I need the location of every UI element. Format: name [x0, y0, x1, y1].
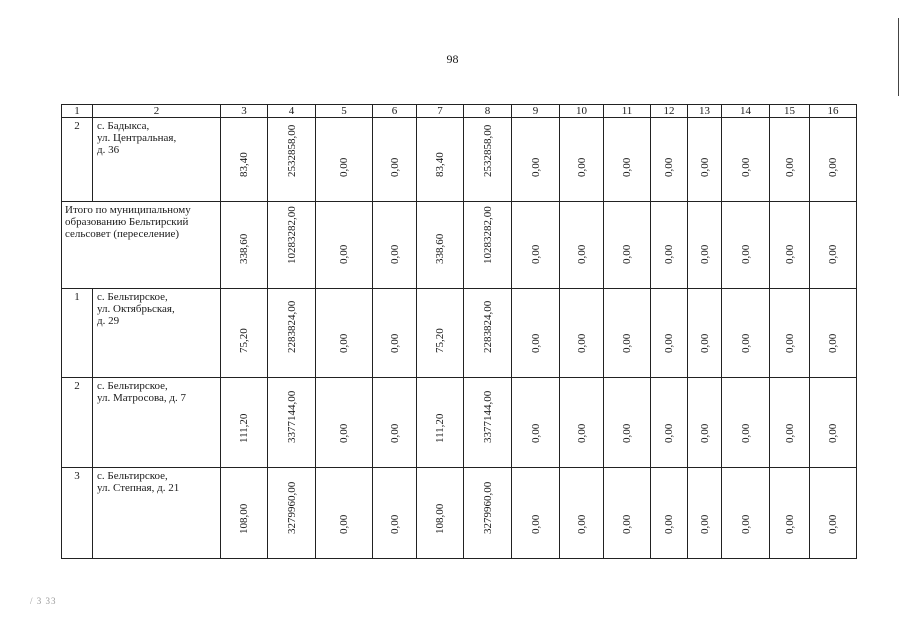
value-cell [810, 289, 857, 378]
value-text: 2532858,00 [481, 124, 494, 177]
row-number: 2 [62, 378, 93, 468]
value-cell [810, 468, 857, 559]
value-text: 0,00 [388, 514, 401, 534]
value-text: 338,60 [238, 233, 250, 264]
value-text: 0,00 [575, 423, 588, 443]
value-cell [810, 202, 857, 289]
value-cell [770, 289, 810, 378]
value-text: 0,00 [388, 244, 401, 264]
value-text: 0,00 [575, 514, 588, 534]
value-cell [560, 202, 604, 289]
table-row [62, 468, 857, 559]
value-text: 0,00 [739, 157, 752, 177]
value-cell [268, 118, 316, 202]
value-text: 0,00 [827, 514, 839, 534]
value-cell [221, 378, 268, 468]
value-text: 0,00 [663, 333, 675, 353]
address-cell: с. Бельтирское, ул. Октябрьская, д. 29 [93, 289, 221, 378]
value-cell [604, 289, 651, 378]
value-cell [512, 202, 560, 289]
header-cell: 13 [688, 105, 722, 118]
value-text: 0,00 [621, 333, 633, 353]
value-text: 0,00 [783, 244, 796, 264]
value-cell [560, 378, 604, 468]
header-cell: 14 [722, 105, 770, 118]
value-text: 10283282,00 [481, 206, 494, 264]
table-row [62, 118, 857, 202]
value-text: 0,00 [338, 157, 350, 177]
value-cell [316, 378, 373, 468]
value-text: 0,00 [575, 333, 588, 353]
value-cell [417, 378, 464, 468]
value-text: 2283824,00 [481, 300, 494, 353]
value-cell [810, 118, 857, 202]
value-cell [417, 468, 464, 559]
value-cell [722, 468, 770, 559]
value-text: 111,20 [238, 413, 250, 443]
value-cell [417, 118, 464, 202]
value-cell [722, 202, 770, 289]
housing-resettlement-table [61, 104, 857, 559]
address-cell: с. Бадыкса, ул. Центральная, д. 36 [93, 118, 221, 202]
value-cell [373, 378, 417, 468]
header-cell: 16 [810, 105, 857, 118]
value-text: 83,40 [434, 152, 446, 177]
value-text: 0,00 [827, 333, 839, 353]
header-cell: 5 [316, 105, 373, 118]
header-cell: 3 [221, 105, 268, 118]
value-text: 10283282,00 [285, 206, 298, 264]
value-text: 0,00 [698, 244, 711, 264]
value-text: 0,00 [698, 514, 711, 534]
value-cell [560, 468, 604, 559]
value-cell [268, 202, 316, 289]
value-cell [688, 118, 722, 202]
page-number: 98 [446, 52, 459, 66]
value-text: 0,00 [388, 423, 401, 443]
value-text: 3377144,00 [285, 390, 298, 443]
value-cell [651, 468, 688, 559]
header-cell: 1 [62, 105, 93, 118]
value-text: 0,00 [783, 333, 796, 353]
header-cell: 6 [373, 105, 417, 118]
value-cell [316, 468, 373, 559]
value-cell [316, 118, 373, 202]
value-cell [464, 378, 512, 468]
value-cell [464, 468, 512, 559]
value-text: 0,00 [783, 514, 796, 534]
value-text: 0,00 [575, 244, 588, 264]
value-cell [810, 378, 857, 468]
address-cell: с. Бельтирское, ул. Степная, д. 21 [93, 468, 221, 559]
value-text: 0,00 [698, 333, 711, 353]
value-cell [770, 202, 810, 289]
value-cell [560, 118, 604, 202]
value-cell [316, 289, 373, 378]
value-cell [512, 468, 560, 559]
value-cell [770, 468, 810, 559]
header-cell: 10 [560, 105, 604, 118]
value-text: 0,00 [739, 333, 752, 353]
value-text: 108,00 [238, 503, 250, 534]
value-cell [221, 468, 268, 559]
value-cell [464, 202, 512, 289]
value-cell [512, 118, 560, 202]
table-row [62, 289, 857, 378]
value-text: 0,00 [529, 423, 542, 443]
value-text: 0,00 [529, 333, 542, 353]
value-text: 0,00 [783, 423, 796, 443]
value-text: 0,00 [388, 157, 401, 177]
footer-mark: / 3 33 [30, 596, 57, 606]
value-text: 0,00 [529, 157, 542, 177]
value-cell [268, 289, 316, 378]
row-number: 1 [62, 289, 93, 378]
value-text: 0,00 [338, 514, 350, 534]
value-cell [373, 468, 417, 559]
value-text: 111,20 [434, 413, 446, 443]
value-cell [688, 378, 722, 468]
row-number: 2 [62, 118, 93, 202]
total-label: Итого по муниципальному образованию Бельтирский сельсовет (переселение) [62, 202, 221, 289]
value-text: 0,00 [575, 157, 588, 177]
value-cell [560, 289, 604, 378]
value-text: 0,00 [827, 244, 839, 264]
value-text: 0,00 [827, 423, 839, 443]
value-text: 0,00 [338, 423, 350, 443]
value-cell [464, 118, 512, 202]
row-number: 3 [62, 468, 93, 559]
value-text: 338,60 [434, 233, 446, 264]
value-cell [651, 289, 688, 378]
value-text: 0,00 [663, 157, 675, 177]
value-cell [221, 289, 268, 378]
value-text: 0,00 [663, 423, 675, 443]
value-text: 0,00 [529, 244, 542, 264]
value-text: 0,00 [621, 514, 633, 534]
value-text: 0,00 [529, 514, 542, 534]
header-cell: 7 [417, 105, 464, 118]
header-cell: 2 [93, 105, 221, 118]
value-cell [512, 378, 560, 468]
value-text: 0,00 [783, 157, 796, 177]
value-text: 0,00 [388, 333, 401, 353]
value-cell [464, 289, 512, 378]
total-row [62, 202, 857, 289]
value-text: 0,00 [827, 157, 839, 177]
value-cell [221, 118, 268, 202]
value-text: 0,00 [739, 514, 752, 534]
value-text: 108,00 [434, 503, 446, 534]
value-cell [417, 289, 464, 378]
value-text: 0,00 [663, 244, 675, 264]
value-cell [268, 468, 316, 559]
value-cell [688, 468, 722, 559]
header-cell: 9 [512, 105, 560, 118]
value-cell [417, 202, 464, 289]
value-cell [221, 202, 268, 289]
value-cell [770, 118, 810, 202]
value-text: 0,00 [739, 423, 752, 443]
table-row [62, 378, 857, 468]
value-cell [688, 202, 722, 289]
value-cell [373, 202, 417, 289]
value-text: 83,40 [238, 152, 250, 177]
value-text: 3279960,00 [285, 481, 298, 534]
header-cell: 4 [268, 105, 316, 118]
value-cell [373, 289, 417, 378]
value-cell [722, 378, 770, 468]
header-cell: 8 [464, 105, 512, 118]
header-cell: 12 [651, 105, 688, 118]
header-row [62, 105, 857, 118]
page-edge-line [898, 18, 899, 96]
value-cell [770, 378, 810, 468]
value-text: 0,00 [698, 157, 711, 177]
address-cell: с. Бельтирское, ул. Матросова, д. 7 [93, 378, 221, 468]
value-text: 0,00 [663, 514, 675, 534]
value-text: 75,20 [434, 328, 446, 353]
value-cell [373, 118, 417, 202]
value-text: 0,00 [621, 244, 633, 264]
value-text: 2532858,00 [285, 124, 298, 177]
value-text: 0,00 [621, 423, 633, 443]
value-text: 0,00 [698, 423, 711, 443]
value-cell [604, 468, 651, 559]
value-text: 75,20 [238, 328, 250, 353]
value-cell [604, 378, 651, 468]
value-cell [512, 289, 560, 378]
value-cell [651, 118, 688, 202]
value-cell [651, 202, 688, 289]
header-cell: 15 [770, 105, 810, 118]
value-text: 3377144,00 [481, 390, 494, 443]
value-cell [604, 202, 651, 289]
value-cell [651, 378, 688, 468]
header-cell: 11 [604, 105, 651, 118]
value-text: 3279960,00 [481, 481, 494, 534]
value-cell [722, 289, 770, 378]
value-cell [604, 118, 651, 202]
value-text: 0,00 [338, 244, 350, 264]
value-cell [688, 289, 722, 378]
value-text: 0,00 [739, 244, 752, 264]
value-cell [316, 202, 373, 289]
value-text: 0,00 [621, 157, 633, 177]
value-cell [268, 378, 316, 468]
value-cell [722, 118, 770, 202]
value-text: 2283824,00 [285, 300, 298, 353]
value-text: 0,00 [338, 333, 350, 353]
